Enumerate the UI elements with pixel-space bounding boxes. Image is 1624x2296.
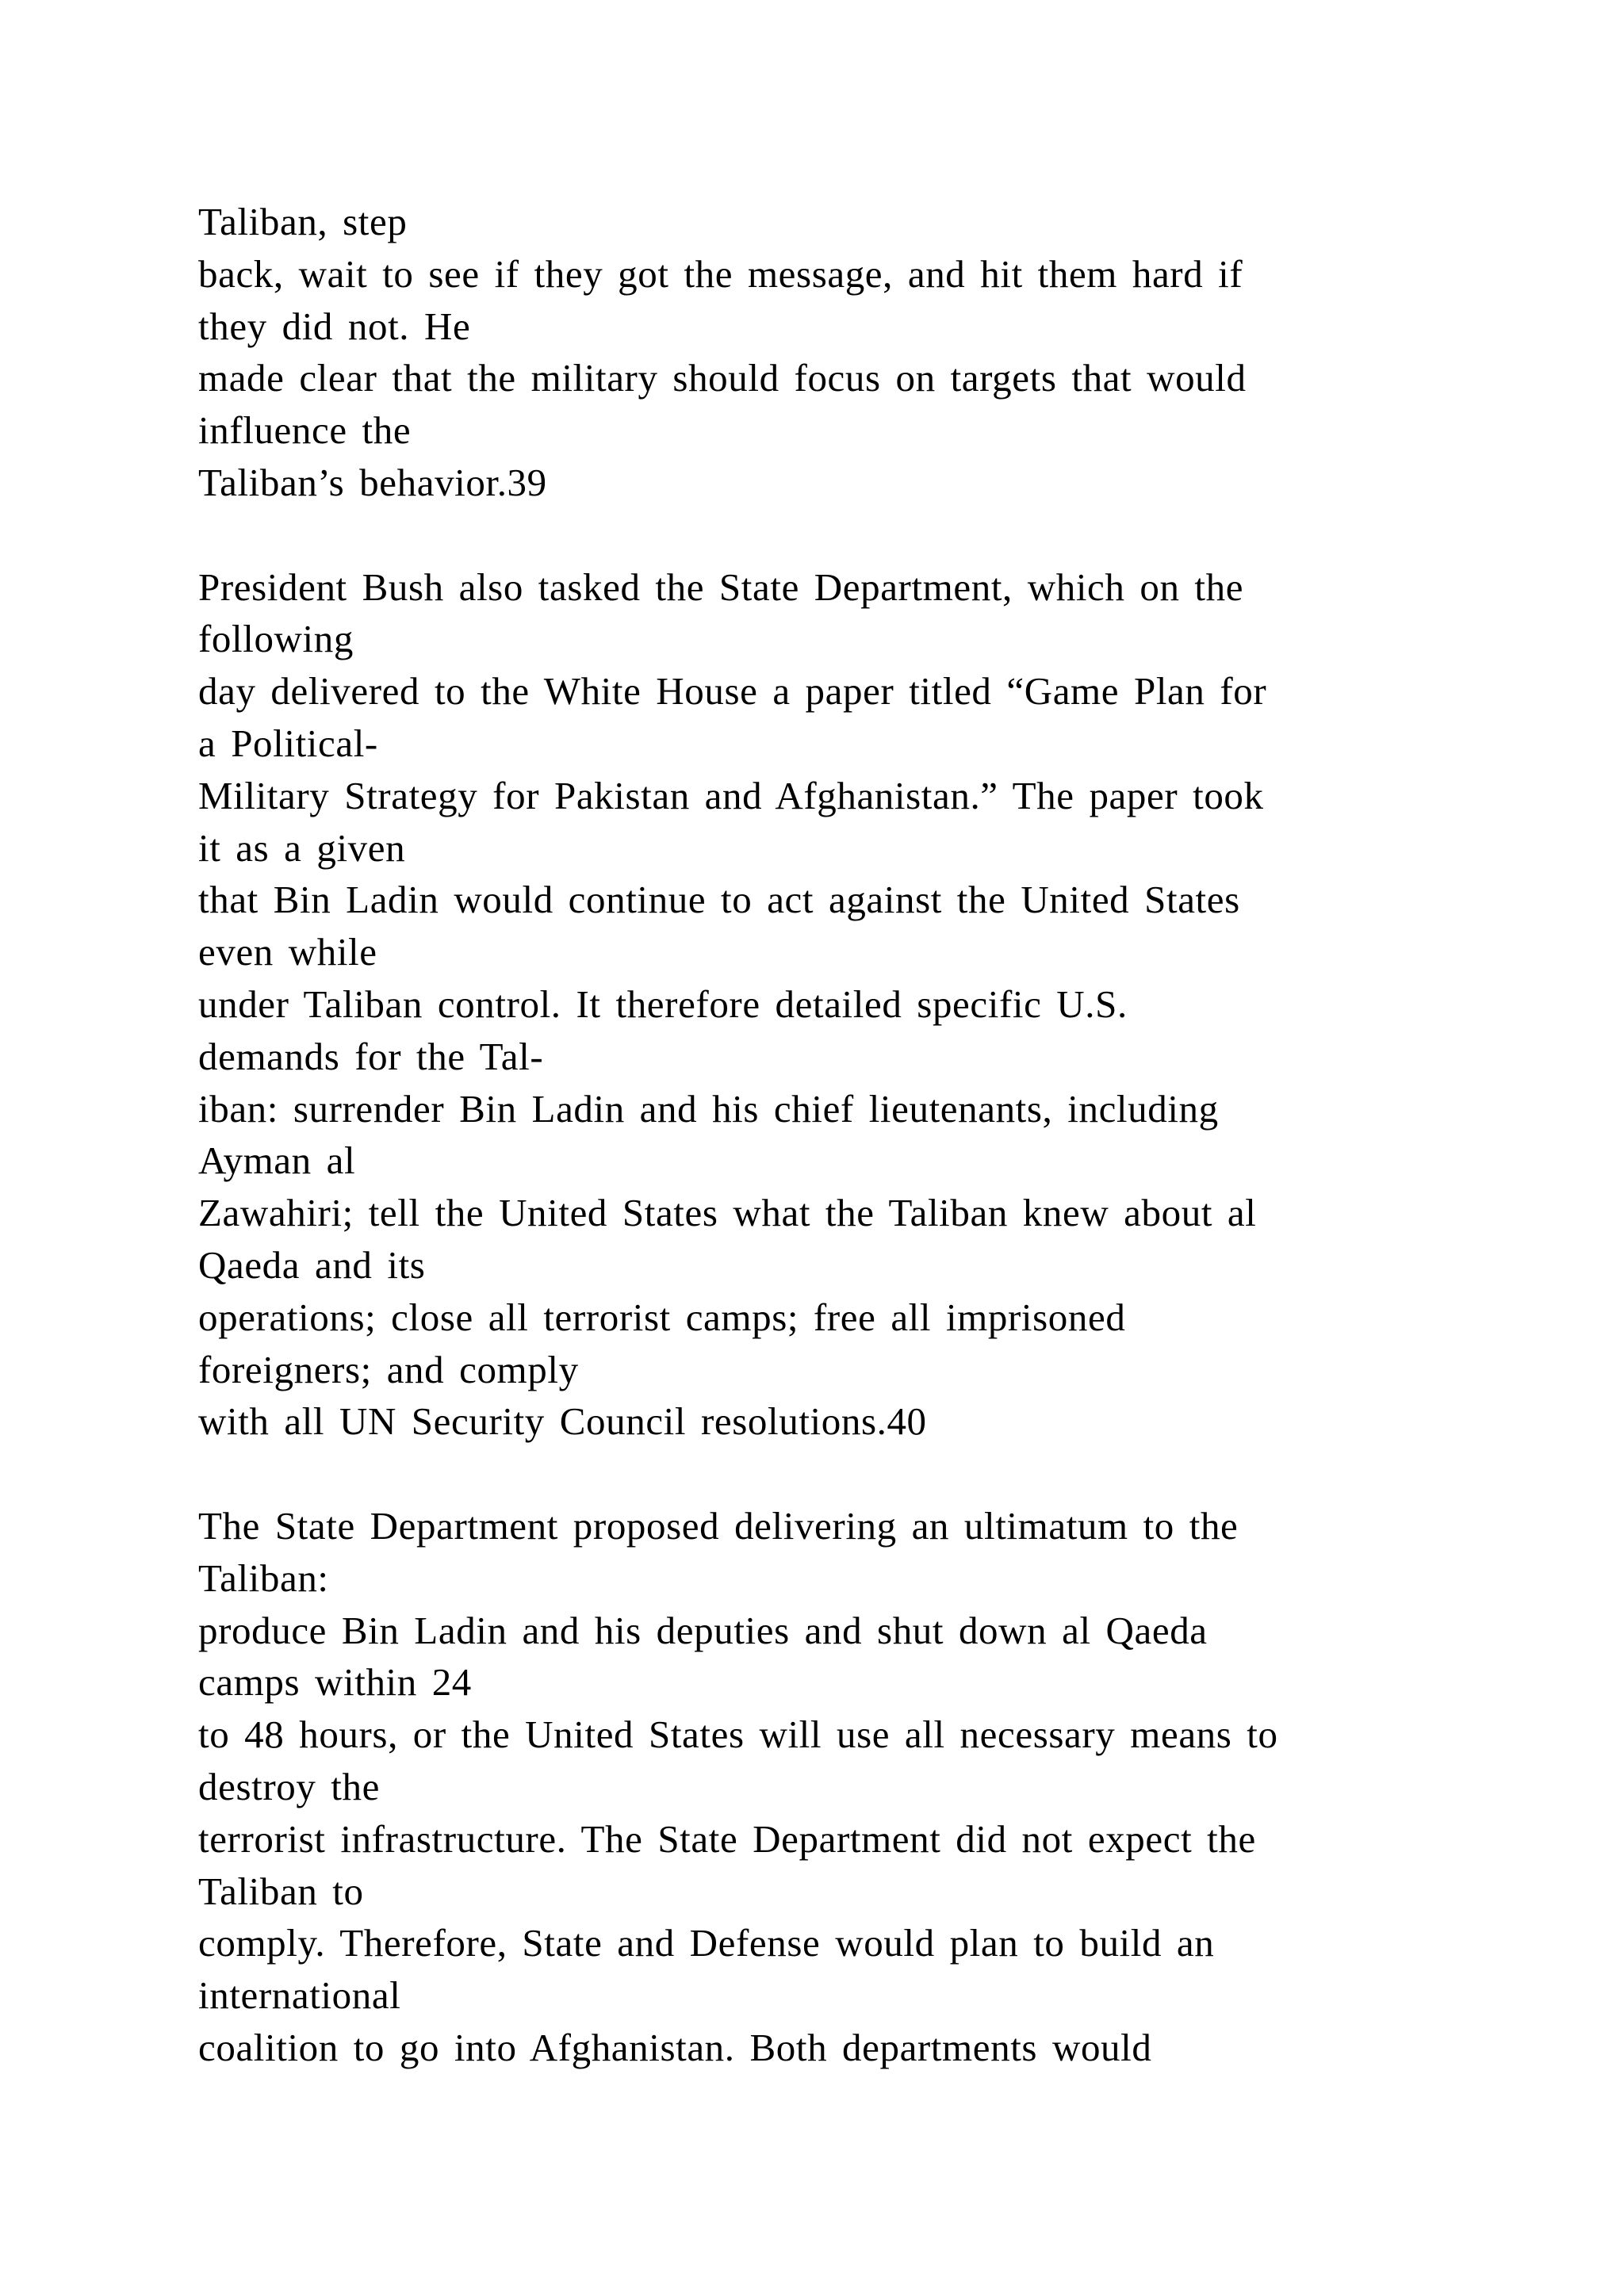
text-line: Taliban, step [198, 200, 408, 243]
document-body [198, 196, 1499, 2074]
text-line: it as a given [198, 825, 406, 870]
blank-line [198, 509, 1499, 561]
text-line: Taliban’s behavior.39 [198, 460, 547, 504]
text-line: Zawahiri; tell the United States what the Taliban knew about al [198, 1191, 1257, 1235]
text-line: back, wait to see if they got the message, and hit them hard if [198, 251, 1243, 296]
text-line: international [198, 1973, 401, 2018]
text-line: Ayman al [198, 1138, 356, 1183]
text-line: with all UN Security Council resolutions.40 [198, 1399, 927, 1444]
text-line: President Bush also tasked the State Department, which on the [198, 564, 1244, 609]
text-line: destroy the [198, 1764, 380, 1808]
text-line: camps within 24 [198, 1660, 472, 1705]
text-line: Taliban: [198, 1556, 329, 1600]
text-line: demands for the Tal- [198, 1034, 544, 1078]
text-line: comply. Therefore, State and Defense would plan to build an [198, 1921, 1215, 1965]
text-line: even while [198, 930, 377, 974]
text-line: coalition to go into Afghanistan. Both departments would [198, 2025, 1152, 2069]
text-line: a Political- [198, 721, 378, 765]
text-line: that Bin Ladin would continue to act against the United States [198, 878, 1240, 922]
text-line: under Taliban control. It therefore detailed specific U.S. [198, 982, 1128, 1026]
text-line: Qaeda and its [198, 1242, 426, 1287]
text-line: foreigners; and comply [198, 1347, 579, 1391]
text-line: Taliban to [198, 1869, 364, 1913]
text-line: made clear that the military should focus on targets that would [198, 356, 1247, 400]
text-line: they did not. He [198, 304, 471, 348]
text-line: following [198, 617, 354, 661]
text-line: influence the [198, 408, 412, 453]
text-line: Military Strategy for Pakistan and Afghanistan.” The paper took [198, 773, 1264, 817]
blank-line [198, 1448, 1499, 1500]
text-line: produce Bin Ladin and his deputies and shut down al Qaeda [198, 1608, 1208, 1652]
text-line: terrorist infrastructure. The State Department did not expect the [198, 1816, 1256, 1861]
text-line: The State Department proposed delivering an ultimatum to the [198, 1503, 1239, 1548]
text-line: to 48 hours, or the United States will use all necessary means to [198, 1712, 1278, 1757]
text-line: day delivered to the White House a paper titled “Game Plan for [198, 669, 1267, 714]
text-line: iban: surrender Bin Ladin and his chief lieutenants, including [198, 1086, 1219, 1131]
text-line: operations; close all terrorist camps; free all imprisoned [198, 1295, 1126, 1339]
